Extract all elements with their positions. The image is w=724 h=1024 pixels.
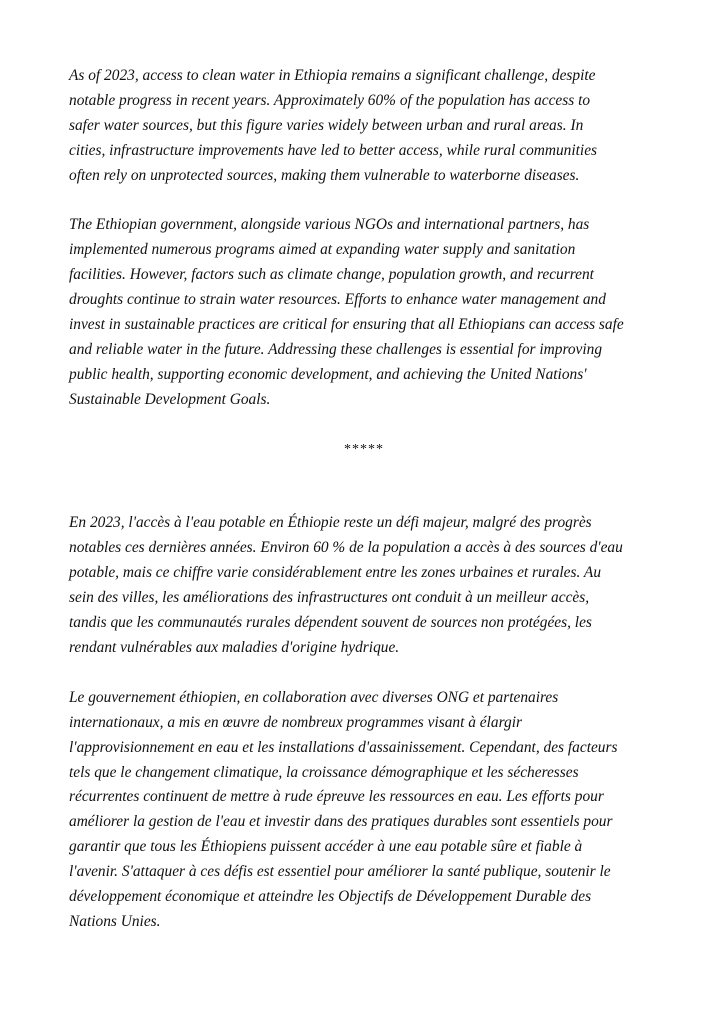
- document-page: [69, 64, 659, 960]
- text-line: récurrentes continuent de mettre à rude épreuve les ressources en eau. Les efforts pour: [69, 788, 604, 806]
- section-separator: *****: [344, 441, 384, 457]
- text-line: internationaux, a mis en œuvre de nombreux programmes visant à élargir: [69, 713, 522, 731]
- text-line: The Ethiopian government, alongside various NGOs and international partners, has: [69, 216, 590, 234]
- text-line: notable progress in recent years. Approximately 60% of the population has access to: [69, 91, 591, 109]
- text-line: Sustainable Development Goals.: [69, 390, 271, 408]
- english-paragraph-2: [69, 213, 659, 412]
- text-line: potable, mais ce chiffre varie considérablement entre les zones urbaines et rurales. Au: [69, 564, 602, 582]
- text-line: notables ces dernières années. Environ 60 % de la population a accès à des sources d'eau: [69, 539, 623, 557]
- text-line: facilities. However, factors such as climate change, population growth, and recurrent: [69, 266, 594, 284]
- text-line: cities, infrastructure improvements have led to better access, while rural communities: [69, 141, 598, 159]
- text-line: Le gouvernement éthiopien, en collaboration avec diverses ONG et partenaires: [69, 688, 559, 706]
- text-line: Nations Unies.: [69, 912, 161, 930]
- french-paragraph-1: [69, 511, 659, 660]
- text-line: l'avenir. S'attaquer à ces défis est essentiel pour améliorer la santé publique, soutenir le: [69, 863, 611, 881]
- text-line: and reliable water in the future. Addressing these challenges is essential for improving: [69, 340, 603, 358]
- text-line: invest in sustainable practices are critical for ensuring that all Ethiopians can access safe: [69, 316, 624, 334]
- text-line: rendant vulnérables aux maladies d'origine hydrique.: [69, 639, 400, 656]
- text-line: tandis que les communautés rurales dépendent souvent de sources non protégées, les: [69, 614, 592, 632]
- text-line: As of 2023, access to clean water in Ethiopia remains a significant challenge, despite: [69, 67, 596, 84]
- text-line: sein des villes, les améliorations des infrastructures ont conduit à un meilleur accès,: [69, 589, 590, 607]
- text-line: often rely on unprotected sources, making them vulnerable to waterborne diseases.: [69, 166, 580, 184]
- text-line: tels que le changement climatique, la croissance démographique et les sécheresses: [69, 763, 579, 781]
- text-line: améliorer la gestion de l'eau et investir dans des pratiques durables sont essentiels pour: [69, 813, 613, 831]
- text-line: garantir que tous les Éthiopiens puissent accéder à une eau potable sûre et fiable à: [69, 838, 583, 856]
- text-line: implemented numerous programs aimed at expanding water supply and sanitation: [69, 241, 576, 259]
- text-line: En 2023, l'accès à l'eau potable en Éthiopie reste un défi majeur, malgré des progrès: [69, 514, 592, 532]
- text-line: l'approvisionnement en eau et les installations d'assainissement. Cependant, des facteurs: [69, 738, 618, 756]
- text-line: droughts continue to strain water resources. Efforts to enhance water management and: [69, 291, 606, 309]
- french-paragraph-2: [69, 686, 659, 935]
- text-line: public health, supporting economic development, and achieving the United Nations': [69, 365, 587, 383]
- text-line: développement économique et atteindre les Objectifs de Développement Durable des: [69, 888, 592, 906]
- english-paragraph-1: [69, 64, 659, 189]
- text-line: safer water sources, but this figure varies widely between urban and rural areas. In: [69, 116, 584, 134]
